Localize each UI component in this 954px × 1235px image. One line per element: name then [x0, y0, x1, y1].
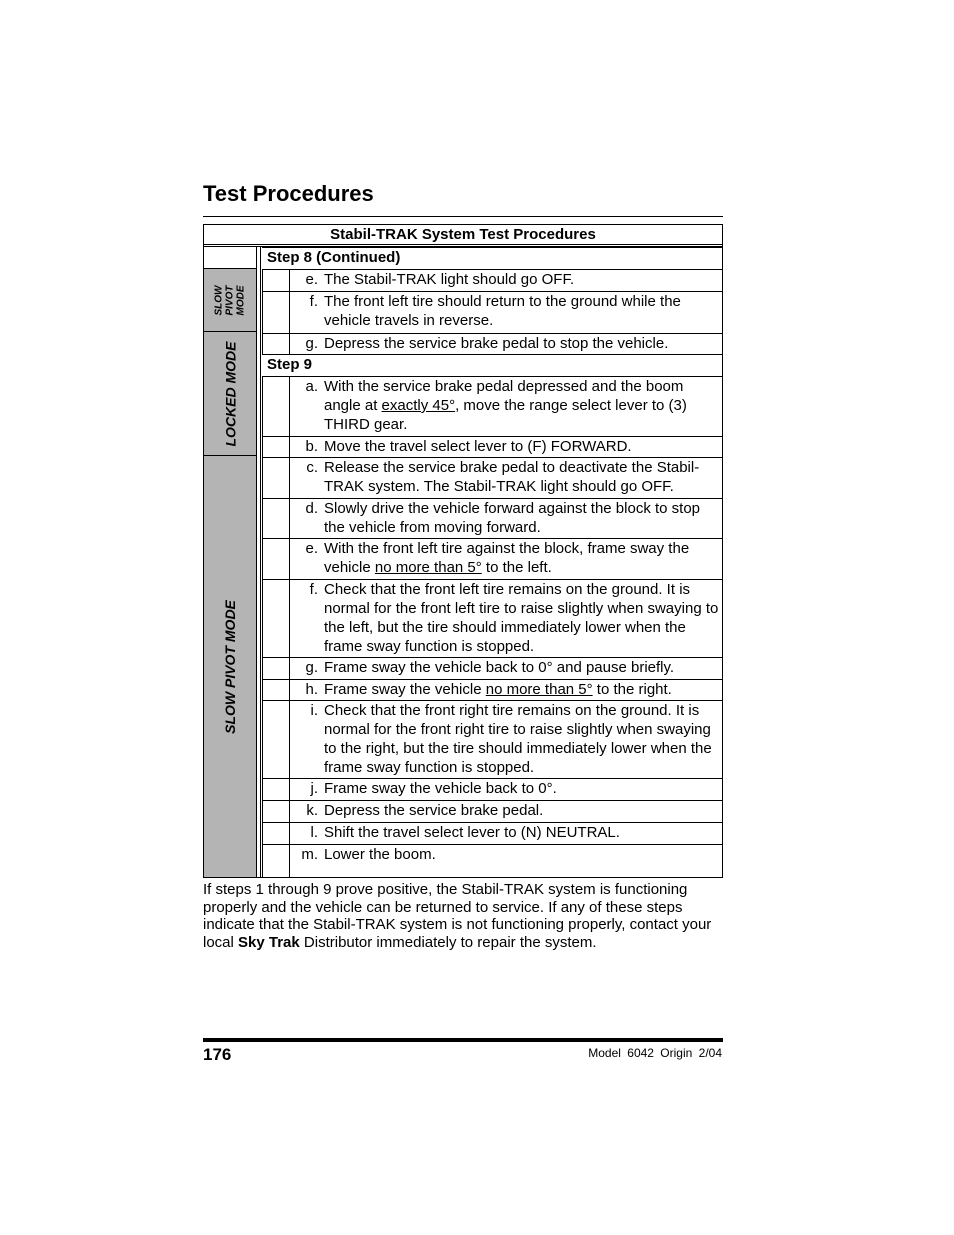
item-cell [289, 377, 724, 436]
list-item [262, 778, 722, 800]
list-item [262, 679, 722, 700]
item-text: With the service brake pedal depressed and the boom angle at exactly 45°, move the range select lever to (3) THIRD gear. [324, 378, 687, 433]
item-cell [289, 334, 724, 355]
list-item [262, 822, 722, 844]
summary-paragraph: If steps 1 through 9 prove positive, the Stabil-TRAK system is functioning properly and the vehicle can be returned to service. If any of these steps indicate that the Stabil-TRAK system is not functioning properly, contact your local Sky Trak Distributor immediately to repair the system. [203, 881, 712, 951]
list-item [262, 376, 722, 436]
side-label-locked-mode: LOCKED MODE [204, 331, 256, 456]
item-cell [289, 292, 724, 333]
list-item [262, 333, 722, 355]
side-label-slow-pivot: SLOW PIVOT MODE [204, 455, 256, 877]
footer-rule [203, 1038, 723, 1042]
item-letter: d. [305, 500, 318, 517]
item-letter: f. [309, 293, 318, 310]
list-item [262, 657, 722, 679]
item-cell [289, 437, 724, 457]
list-item [262, 538, 722, 579]
item-cell [289, 499, 724, 538]
item-text: Frame sway the vehicle no more than 5° to the right. [324, 681, 672, 698]
emphasis: no more than 5° [374, 559, 482, 576]
side-label-slow-pivot-top: SLOW PIVOT MODE [204, 268, 256, 332]
column-divider [256, 247, 261, 877]
page-number: 176 [203, 1045, 232, 1064]
list-item [262, 579, 722, 657]
item-text: Frame sway the vehicle back to 0°. [324, 780, 557, 797]
item-letter: f. [309, 581, 318, 598]
item-letter: g. [305, 335, 318, 352]
footer-model: Model 6042 Origin 2/04 [588, 1046, 722, 1060]
step-9-header: Step 9 [262, 354, 722, 376]
list-item [262, 457, 722, 498]
item-cell [289, 845, 724, 877]
list-item [262, 291, 722, 333]
item-letter: j. [310, 780, 318, 797]
item-letter: b. [305, 438, 318, 455]
item-letter: e. [305, 271, 318, 288]
emphasis: no more than 5° [485, 681, 593, 698]
procedure-table [203, 224, 723, 878]
item-text: Depress the service brake pedal to stop the vehicle. [324, 335, 669, 352]
list-item [262, 498, 722, 538]
item-cell [289, 823, 724, 844]
item-text: Check that the front left tire remains on the ground. It is normal for the front left tire to raise slightly when swaying to the left, but the tire should immediately lower when the frame sway function is stopped. [324, 581, 719, 655]
item-text: Check that the front right tire remains on the ground. It is normal for the front right tire to raise slightly when swaying to the right, but the tire should immediately lower when the frame sway function is stopped. [324, 702, 712, 776]
item-text: The front left tire should return to the ground while the vehicle travels in reverse. [324, 293, 681, 329]
item-letter: h. [305, 681, 318, 698]
item-letter: i. [310, 702, 318, 719]
item-text: The Stabil-TRAK light should go OFF. [324, 271, 575, 288]
item-letter: a. [305, 378, 318, 395]
page-title: Test Procedures [203, 181, 374, 206]
item-text: Shift the travel select lever to (N) NEUTRAL. [324, 824, 620, 841]
item-text: Release the service brake pedal to deactivate the Stabil-TRAK system. The Stabil-TRAK light should go OFF. [324, 459, 700, 495]
table-header: Stabil-TRAK System Test Procedures [204, 225, 722, 247]
step-8-header: Step 8 (Continued) [262, 247, 722, 269]
item-text: Depress the service brake pedal. [324, 802, 544, 819]
item-cell [289, 580, 724, 657]
item-letter: e. [305, 540, 318, 557]
item-cell [289, 458, 724, 498]
item-text: Lower the boom. [324, 846, 436, 863]
emphasis: exactly 45° [381, 397, 456, 414]
item-letter: g. [305, 659, 318, 676]
list-item [262, 800, 722, 822]
item-letter: l. [310, 824, 318, 841]
item-letter: k. [306, 802, 318, 819]
item-letter: m. [301, 846, 318, 863]
list-item [262, 700, 722, 778]
divider [203, 216, 723, 217]
item-text: Move the travel select lever to (F) FORWARD. [324, 438, 632, 455]
item-text: With the front left tire against the block, frame sway the vehicle no more than 5° to the left. [324, 540, 690, 576]
item-letter: c. [306, 459, 318, 476]
item-cell [289, 680, 724, 700]
item-cell [289, 539, 724, 579]
list-item [262, 436, 722, 457]
item-cell [289, 801, 724, 822]
item-cell [289, 701, 724, 778]
list-item [262, 269, 722, 291]
item-cell [289, 658, 724, 679]
item-cell [289, 270, 724, 291]
list-item [262, 844, 722, 877]
item-text: Slowly drive the vehicle forward against the block to stop the vehicle from moving forward. [324, 500, 701, 536]
item-text: Frame sway the vehicle back to 0° and pause briefly. [324, 659, 675, 676]
item-cell [289, 779, 724, 800]
